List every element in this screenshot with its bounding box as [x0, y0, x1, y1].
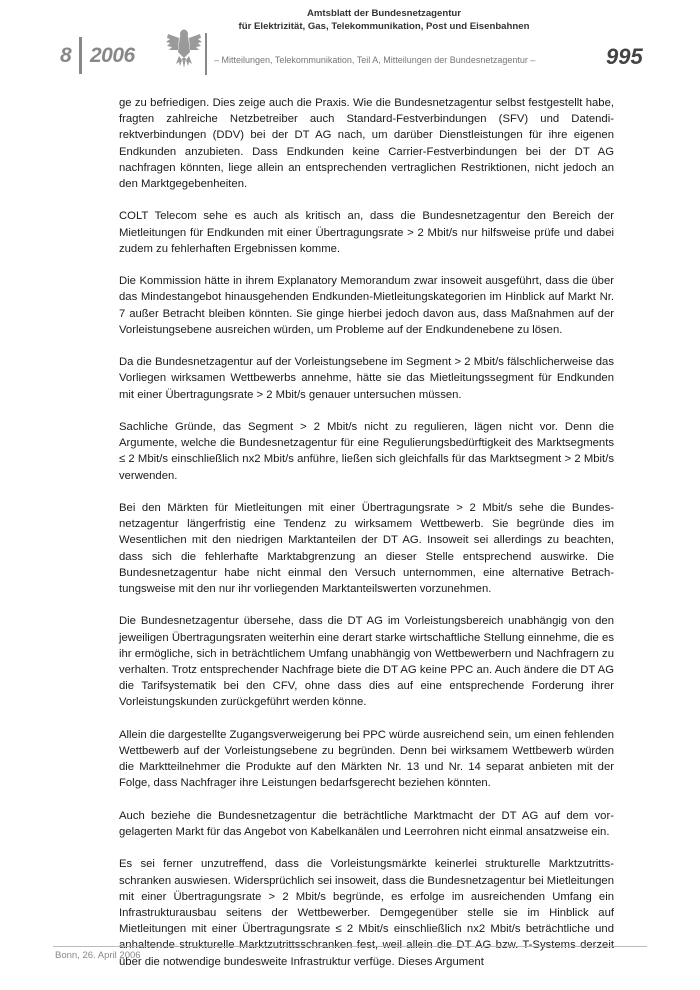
section-subtitle: – Mitteilungen, Telekommunikation, Teil A, Mitteilungen der Bundesnetzagentur –	[214, 55, 536, 65]
gazette-subtitle: für Elektrizität, Gas, Telekommunikation, Post und Eisenbahnen	[238, 21, 530, 32]
issue-year: 2006	[90, 44, 135, 67]
footer-divider	[53, 946, 647, 947]
page-header	[0, 0, 700, 80]
paragraph: Die Kommission hätte in ihrem Explanatory Memorandum zwar insoweit ausgeführt, dass die über das Mindestangebot hinausgehenden Endkunden-Mietleitungskategorien im Hinblick auf Markt Nr. 7 außer Betracht bleiben könnten. Sie ginge hierbei jedoch davon aus, dass Maßnahmen auf der Vorleistungsebene ausreichen würden, um Probleme auf der Endkundenebene zu lösen.	[119, 275, 614, 336]
paragraph: Allein die dargestellte Zugangsverweigerung bei PPC würde ausreichend sein, um einen fehlenden Wettbewerb auf der Vorleistungsebene zu begründen. Denn bei wirksamem Wettbewerb würden die Marktteilnehmer die Produkte auf den Märkten Nr. 13 und Nr. 14 separat anbieten mit der Folge, dass Nachfrager ihre Leistungen bedarfsgerecht beziehen könnten.	[119, 728, 614, 790]
paragraph: Sachliche Gründe, das Segment > 2 Mbit/s nicht zu regulieren, lägen nicht vor. Denn die Argumente, welche die Bundesnetzagentur für eine Regulierungsbedürftigkeit des Marktsegments ≤ 2 Mbit/s einschließlich nx2 Mbit/s anführe, ließen sich gleichfalls für das Marktsegment > 2 Mbit/s verwenden.	[119, 421, 614, 482]
paragraph: Die Bundesnetzagentur übersehe, dass die DT AG im Vorleistungsbereich unabhängig von den jeweiligen Übertragungsraten weiterhin eine derart starke wirtschaftliche Stellung einnehme, die es ihr ermögliche, sich in beträchtlichem Umfang unabhängig von Wettbewerbern und Nachfragern zu verhalten. Trotz entsprechender Nachfrage biete die DT AG keine PPC an. Auch ändere die DT AG die Tarifsystematik bei den CFV, ohne dass dies auf eine entsprechende Forderung ihrer Vorleistungskunden zurückgeführt werden könne.	[119, 615, 614, 709]
federal-eagle-icon	[166, 26, 202, 70]
gazette-title: Amtsblatt der Bundesnetzagentur	[306, 8, 462, 19]
issue-number: 8	[60, 44, 72, 67]
paragraph: ge zu befriedigen. Dies zeige auch die Praxis. Wie die Bundesnetzagentur selbst festgestellt habe, fragten zahlreiche Netzbetreiber auch Standard-Festverbindungen (SFV) und Datendirektverbindungen (DDV) bei der DT AG nach, um darüber Dienstleistungen für ihre eigenen Endkunden anzubieten. Dass Endkunden keine Carrier-Festverbindungen bei der DT AG nachfragen könnten, liege allein an entsprechenden vertraglichen Restriktionen, nicht jedoch an den Marktgegebenheiten.	[119, 97, 614, 191]
header-separator	[205, 33, 207, 75]
paragraph: Da die Bundesnetzagentur auf der Vorleistungsebene im Segment > 2 Mbit/s fälschlicherweise das Vorliegen wirksamen Wettbewerbs annehme, hätte sie das Mietleitungssegment für Endkunden mit einer Übertragungsrate > 2 Mbit/s genauer untersuchen müssen.	[119, 356, 614, 401]
paragraph: Bei den Märkten für Mietleitungen mit einer Übertragungsrate > 2 Mbit/s sehe die Bundesnetzagentur längerfristig eine Tendenz zu wirksamem Wettbewerb. Sie begründe dies im Wesentlichen mit den niedrigen Marktanteilen der DT AG. Insoweit sei allerdings zu beachten, dass sich die fehlerhafte Marktabgrenzung an dieser Stelle entsprechend auswirke. Die Bundesnetzagentur habe nicht einmal den Versuch unternommen, eine alternative Betrachtungsweise mit den nur ihr vorliegenden Marktanteilswerten vorzunehmen.	[119, 502, 614, 596]
issue-separator	[79, 37, 82, 74]
paragraph: COLT Telecom sehe es auch als kritisch an, dass die Bundesnetzagentur den Bereich der Mietleitungen für Endkunden mit einer Übertragungsrate > 2 Mbit/s nur hilfsweise prüfe und dabei zudem zu fehlerhaften Ergebnissen komme.	[119, 210, 614, 255]
paragraph: Es sei ferner unzutreffend, dass die Vorleistungsmärkte keinerlei strukturelle Marktzutrittsschranken auswiesen. Widersprüchlich sei insoweit, dass die Bundesnetzagentur bei Mietleitungen mit einer Übertragungsrate > 2 Mbit/s begründe, es erfolge im ausreichenden Umfang ein Infrastrukturausbau seitens der Wettbewerber. Demgegenüber stelle sie im Hinblick auf Mietleitungen mit einer Übertragungsrate ≤ 2 Mbit/s einschließlich nx2 Mbit/s beträchtliche und über die notwendige bundesweite Infrastruktur verfüge. Dieses Argument	[119, 858, 614, 968]
body-text	[119, 95, 614, 970]
paragraph: Auch beziehe die Bundesnetzagentur die beträchtliche Marktmacht der DT AG auf dem vorgelagerten Markt für das Angebot von Kabelkanälen und Leerrohren nicht einmal ansatzweise ein.	[119, 809, 614, 839]
page-number: 995	[606, 44, 643, 69]
footer-date: Bonn, 26. April 2006	[55, 950, 141, 961]
